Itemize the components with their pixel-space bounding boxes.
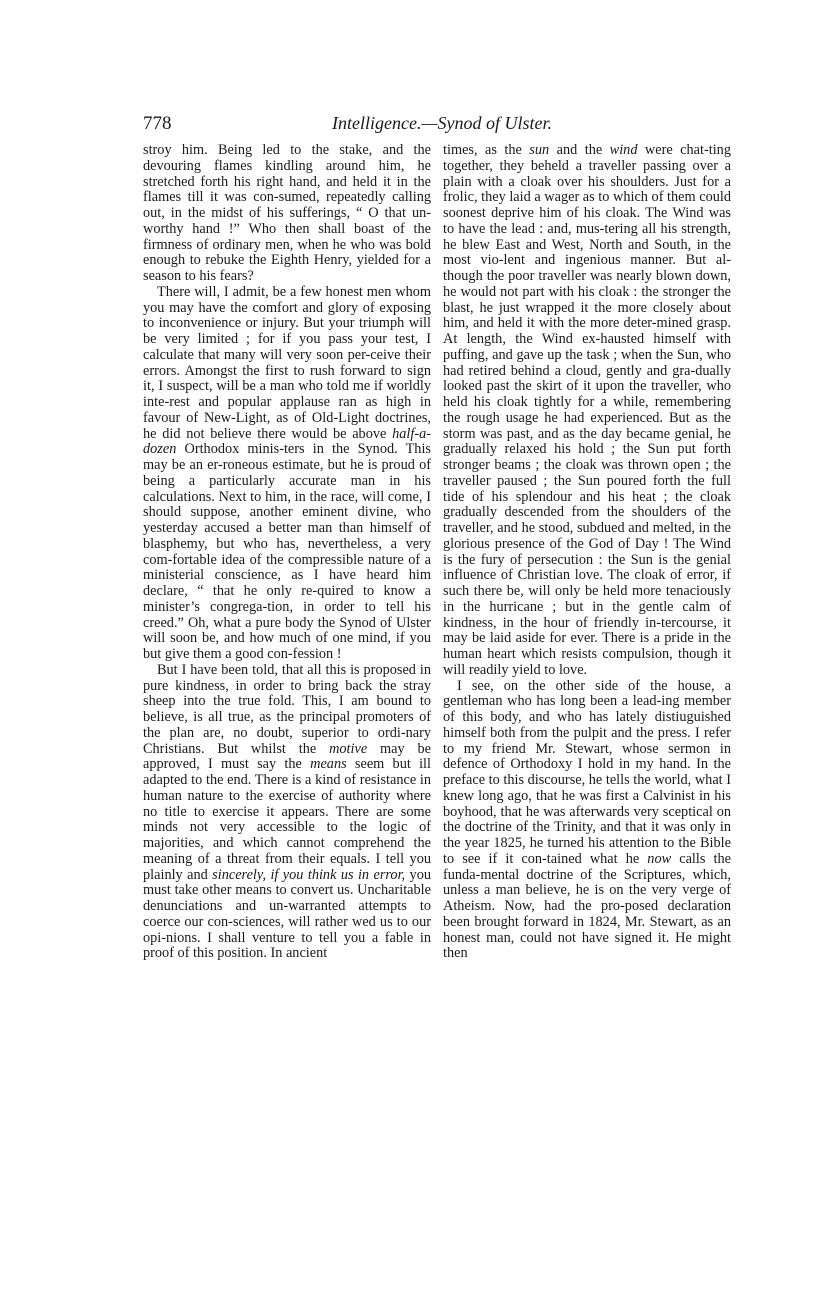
text-run: were chat-ting together, they beheld a traveller passing over a plain with a cloak over his shoulders. Just for a frolic, they laid a wager as to which of them could soonest deprive him of his cloak. The Wind was to have the lead : and, mus-tering all his strength, he blew East and West, North and South, in the most vio-lent and ingenious manner. But al-though the poor traveller was nearly blown down, he would not part with his cloak : the stronger the blast, he just wrapped it the more closely about him, and held it with the more deter-mined grasp. At length, the Wind ex-hausted himself with puffing, and gave up the task ; when the Sun, who had retired behind a cloud, gently and gra-dually looked past the skirt of it upon the traveller, who held his cloak tightly for a while, remembering the rough usage he had experienced. But as the storm was past, and as the day became genial, he gradually relaxed his hold ; the Sun put forth stronger beams ; the cloak was thrown open ; the traveller paused ; the Sun poured forth the full tide of his splendour and his heat ; the cloak gradually descended from the shoulders of the traveller, and he stood, subdued and melted, in the glorious presence of the God of Day ! The Wind is the fury of persecution : the Sun is the genial influence of Christian love. The cloak of error, if such there be, will only be held more tenaciously in the hurricane ; but in the gentle calm of kindness, in the hour of friendly in-tercourse, it may be laid aside for ever. There is a pride in the human heart which resists compulsion, though it will readily yield to love. (443, 142, 731, 678)
text-run: and the (549, 142, 610, 158)
right-column (443, 143, 731, 962)
text-run: There will, I admit, be a few honest men whom you may have the comfort and glory of exposing to inconvenience or injury. But your triumph will be very limited ; for if you pass your test, I calculate that many will very soon per-ceive their errors. Amongst the first to rush forward to sign it, I suspect, will be a man who told me if worldly inte-rest and popular applause ran as high in favour of New-Light, as of Old-Light doctrines, he did not believe there would be above (143, 283, 431, 442)
italic-text: motive (329, 740, 368, 757)
italic-text: half-a-dozen (143, 425, 431, 458)
running-title: Intelligence.—Synod of Ulster. (332, 113, 552, 133)
text-run: times, as the (443, 142, 530, 158)
left-column (143, 143, 431, 962)
paragraph (143, 285, 431, 663)
text-run: I see, on the other side of the house, a gentleman who has long been a lead-ing member of this body, and who has lately distiuguished himself both from the pulpit and the press. I refer to my friend Mr. Stewart, whose sermon in defence of Orthodoxy I hold in my hand. In the preface to this discourse, he tells the world, what I knew long ago, that he was first a Calvinist in his boyhood, that he was afterwards very sceptical on the doctrine of the Trinity, and that it was only in the year 1825, he turned his attention to the Bible to see if it con-tained what he (443, 677, 731, 867)
italic-text: means (310, 756, 347, 773)
paragraph (443, 143, 731, 679)
paragraph (143, 143, 431, 285)
text-run: seem but ill adapted to the end. There is a kind of resistance in human nature to the exercise of authority where no title to exercise it appears. There are some minds not very accessible to the logic of majorities, and which cannot comprehend the meaning of a threat from their equals. I tell you plainly and (143, 756, 431, 883)
paragraph (443, 679, 731, 963)
running-header (143, 113, 733, 137)
text-run: But I have been told, that all this is proposed in pure kindness, in order to bring back the stray sheep into the true fold. This, I am bound to believe, is all true, as the principal promoters of the plan are, no doubt, superior to ordi-nary Christians. But whilst the (143, 661, 431, 757)
page-number: 778 (143, 113, 172, 134)
text-run: stroy him. Being led to the stake, and the devouring flames kindling around him, he stretched forth his right hand, and held it in the flames till it was con-sumed, repeatedly calling out, in the midst of his sufferings, “ O that un-worthy hand !” Who then shall boast of the firmness of ordinary men, when he who was bold enough to rebuke the Eighth Henry, yielded for a season to his fears? (143, 142, 431, 284)
paragraph (143, 663, 431, 962)
italic-text: wind (609, 142, 638, 158)
text-run: you must take other means to convert us. Uncharitable denunciations and un-warranted attempts to coerce our con-sciences, will rather wed us to our opi-nions. I shall venture to tell you a fable in proof of this position. In ancient (143, 866, 431, 962)
italic-text: sun (529, 142, 550, 158)
italic-text: now (647, 850, 672, 867)
text-run: may be approved, I must say the (143, 740, 431, 773)
text-run: Orthodox minis-ters in the Synod. This may be an er-roneous estimate, but he is proud of being a particularly accurate man in his calculations. Next to him, in the race, will come, I should suppose, another eminent divine, who yesterday accused a better man than himself of blasphemy, but who has, nevertheless, a very com-fortable idea of the compressible nature of a ministerial conscience, as I have heard him declare, “ that he only re-quired to know a minister’s congrega-tion, in order to tell his creed.” Oh, what a pure body the Synod of Ulster will soon be, and how much of one mind, if you but give them a good con-fession ! (143, 441, 431, 662)
text-run: calls the funda-mental doctrine of the Scriptures, which, unless a man believe, he is on the very verge of Atheism. Now, had the pro-posed declaration been brought forward in 1824, Mr. Stewart, as an honest man, could not have signed it. He might then (443, 850, 731, 962)
italic-text: sincerely, if you think us in error, (212, 866, 406, 883)
